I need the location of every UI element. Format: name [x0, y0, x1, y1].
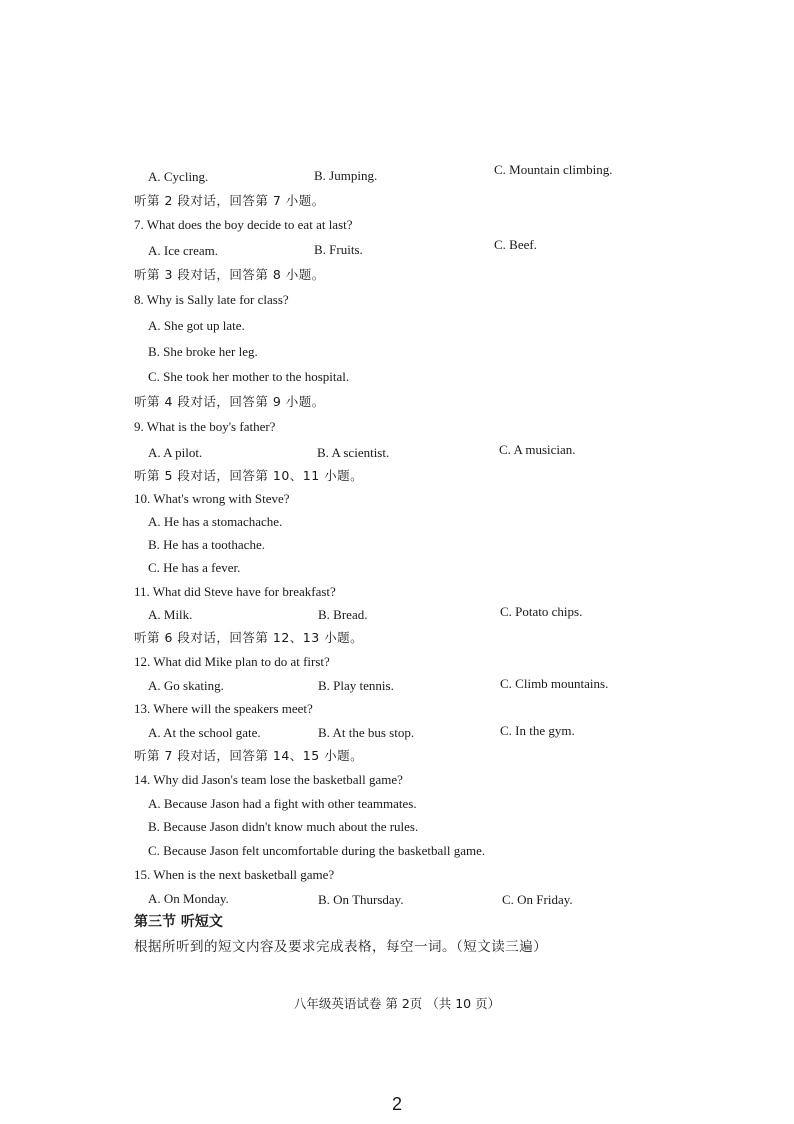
q8-option-c: C. She took her mother to the hospital. — [148, 369, 350, 384]
q8-option-a: A. She got up late. — [148, 318, 245, 333]
q6-option-a: A. Cycling. — [148, 169, 209, 184]
q9-option-c: C. A musician. — [499, 442, 576, 457]
q12-option-c: C. Climb mountains. — [500, 676, 609, 691]
instruction-dialogue-5: 听第 5 段对话，回答第 10、11 小题。 — [134, 468, 364, 483]
question-13: 13. Where will the speakers meet? — [134, 701, 313, 716]
q6-option-c: C. Mountain climbing. — [494, 162, 613, 177]
q9-option-a: A. A pilot. — [148, 445, 203, 460]
instruction-dialogue-2: 听第 2 段对话，回答第 7 小题。 — [134, 193, 325, 208]
question-14: 14. Why did Jason's team lose the basketball game? — [134, 772, 403, 787]
q7-option-a: A. Ice cream. — [148, 243, 219, 258]
question-8: 8. Why is Sally late for class? — [134, 292, 289, 307]
instruction-dialogue-6: 听第 6 段对话，回答第 12、13 小题。 — [134, 630, 364, 645]
q6-option-b: B. Jumping. — [314, 168, 378, 183]
q7-option-c: C. Beef. — [494, 237, 537, 252]
q15-option-a: A. On Monday. — [148, 891, 229, 906]
page-number: 2 — [391, 1094, 402, 1114]
q14-option-b: B. Because Jason didn't know much about the rules. — [148, 819, 419, 834]
question-7: 7. What does the boy decide to eat at last? — [134, 217, 353, 232]
section-3-instruction: 根据所听到的短文内容及要求完成表格，每空一词。（短文读三遍） — [134, 939, 548, 955]
q7-option-b: B. Fruits. — [314, 242, 363, 257]
q14-option-a: A. Because Jason had a fight with other teammates. — [148, 796, 417, 811]
question-9: 9. What is the boy's father? — [134, 419, 276, 434]
question-12: 12. What did Mike plan to do at first? — [134, 654, 330, 669]
q15-option-b: B. On Thursday. — [318, 892, 404, 907]
q12-option-a: A. Go skating. — [148, 678, 224, 693]
q15-option-c: C. On Friday. — [502, 892, 573, 907]
q10-option-b: B. He has a toothache. — [148, 537, 265, 552]
question-15: 15. When is the next basketball game? — [134, 867, 335, 882]
instruction-dialogue-3: 听第 3 段对话，回答第 8 小题。 — [134, 267, 325, 282]
question-10: 10. What's wrong with Steve? — [134, 491, 290, 506]
section-3-title: 第三节 听短文 — [134, 914, 223, 930]
q13-option-b: B. At the bus stop. — [318, 725, 415, 740]
instruction-dialogue-4: 听第 4 段对话，回答第 9 小题。 — [134, 394, 325, 409]
q14-option-c: C. Because Jason felt uncomfortable during the basketball game. — [148, 843, 486, 858]
question-11: 11. What did Steve have for breakfast? — [134, 584, 336, 599]
q13-option-c: C. In the gym. — [500, 723, 575, 738]
q10-option-c: C. He has a fever. — [148, 560, 241, 575]
q11-option-b: B. Bread. — [318, 607, 368, 622]
q8-option-b: B. She broke her leg. — [148, 344, 258, 359]
q13-option-a: A. At the school gate. — [148, 725, 261, 740]
q10-option-a: A. He has a stomachache. — [148, 514, 283, 529]
q9-option-b: B. A scientist. — [317, 445, 390, 460]
instruction-dialogue-7: 听第 7 段对话，回答第 14、15 小题。 — [134, 748, 364, 763]
q11-option-c: C. Potato chips. — [500, 604, 583, 619]
q12-option-b: B. Play tennis. — [318, 678, 394, 693]
q11-option-a: A. Milk. — [148, 607, 193, 622]
page-footer: 八年级英语试卷 第 2页 （共 10 页） — [293, 996, 501, 1011]
